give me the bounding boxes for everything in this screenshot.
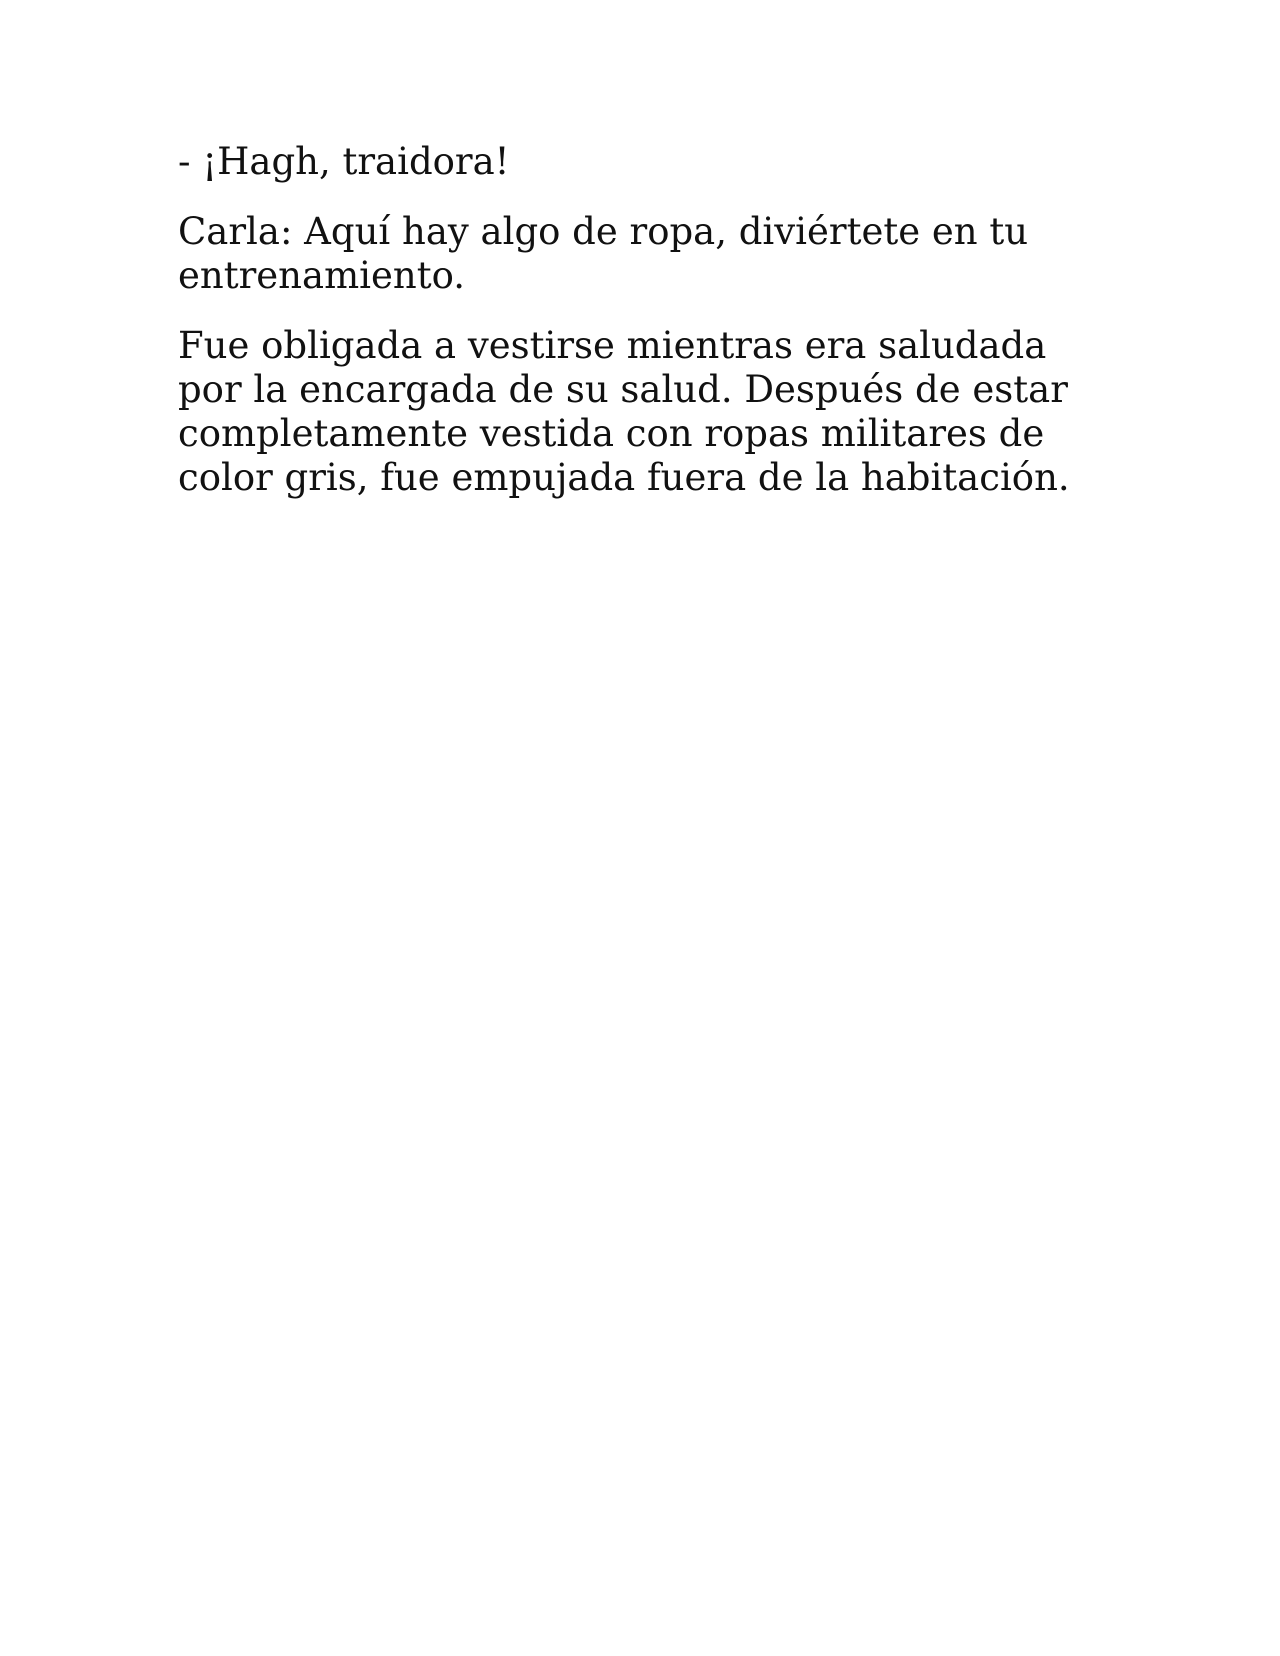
paragraph-dialogue-carla: Carla: Aquí hay algo de ropa, diviértete en tu entrenamiento. <box>178 210 1029 297</box>
paragraph-dialogue-exclamation: - ¡Hagh, traidora! <box>178 140 510 183</box>
document-page <box>178 140 1118 526</box>
paragraph-narration: Fue obligada a vestirse mientras era saludada por la encargada de su salud. Después de estar completamente vestida con ropas militares de color gris, fue empujada fuera de la habitación. <box>178 324 1070 499</box>
